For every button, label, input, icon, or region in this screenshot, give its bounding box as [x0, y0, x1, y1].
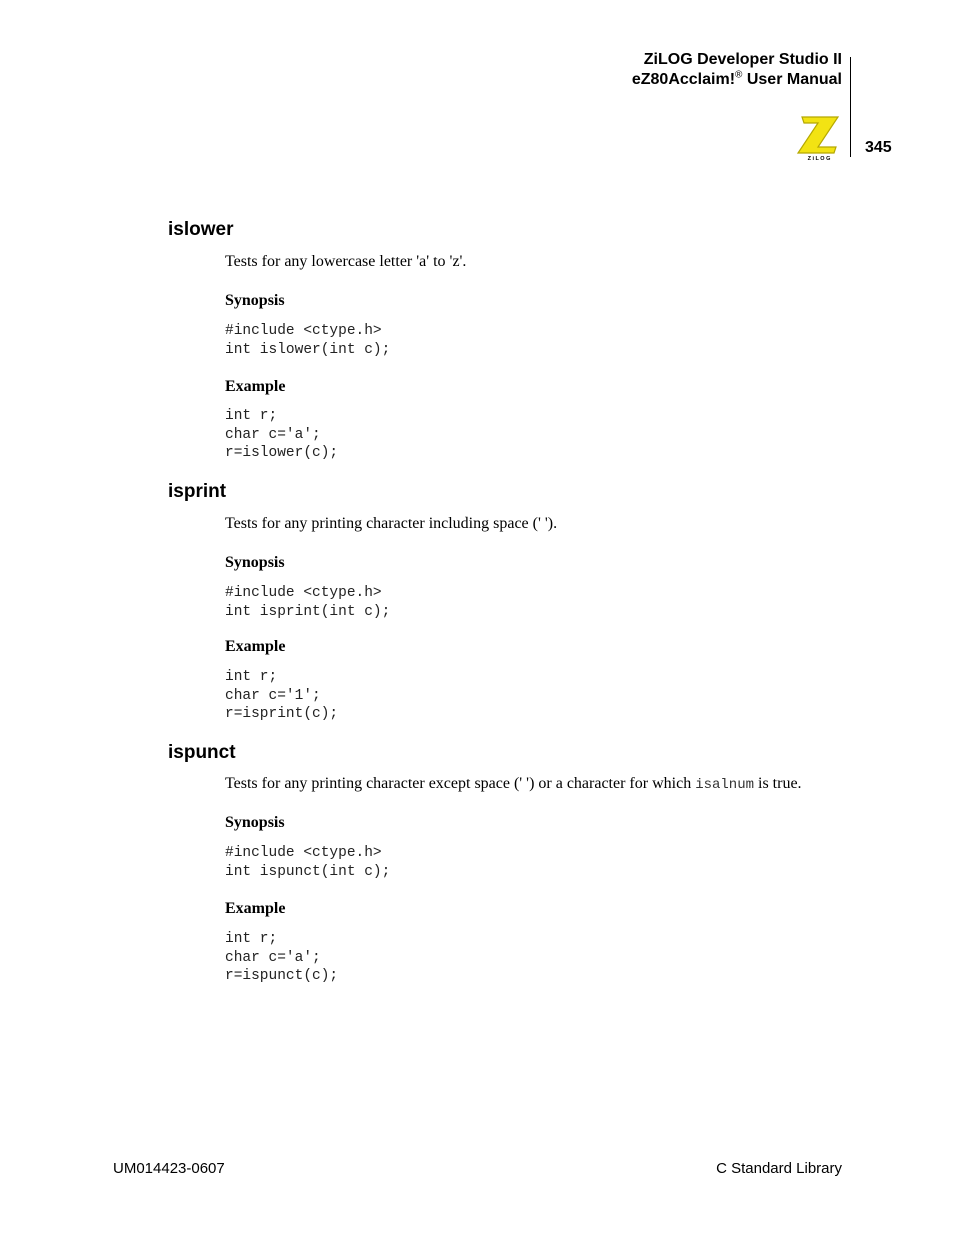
synopsis-code: #include <ctype.h> int islower(int c);: [225, 323, 391, 358]
synopsis-code: #include <ctype.h> int isprint(int c);: [225, 585, 391, 620]
inline-code: isalnum: [695, 777, 754, 793]
svg-text:Z i L O G: Z i L O G: [807, 156, 831, 161]
example-code: int r; char c='1'; r=isprint(c);: [225, 669, 339, 723]
synopsis-heading: Synopsis: [225, 292, 285, 309]
section-title: isprint: [168, 481, 227, 502]
section-description: Tests for any lowercase letter 'a' to 'z'.: [225, 253, 467, 270]
section-description: Tests for any printing character except space (' ') or a character for which isalnum is true.: [225, 775, 802, 793]
page-number: 345: [865, 139, 892, 156]
header-title: ZiLOG Developer Studio II: [643, 51, 842, 68]
footer-chapter: C Standard Library: [716, 1160, 842, 1177]
header-subtitle: eZ80Acclaim!® User Manual: [631, 69, 842, 88]
footer-doc-id: UM014423-0607: [113, 1160, 225, 1177]
example-heading: Example: [225, 900, 286, 917]
section-title: islower: [168, 219, 234, 240]
header-divider: [850, 57, 851, 157]
section-description: Tests for any printing character including space (' ').: [225, 515, 558, 532]
section-title: ispunct: [168, 742, 236, 763]
synopsis-heading: Synopsis: [225, 814, 285, 831]
example-code: int r; char c='a'; r=ispunct(c);: [225, 931, 339, 985]
running-header: [632, 50, 842, 90]
example-code: int r; char c='a'; r=islower(c);: [225, 408, 339, 462]
zilog-logo: [796, 113, 842, 161]
synopsis-heading: Synopsis: [225, 554, 285, 571]
example-heading: Example: [225, 378, 286, 395]
example-heading: Example: [225, 638, 286, 655]
synopsis-code: #include <ctype.h> int ispunct(int c);: [225, 845, 391, 880]
